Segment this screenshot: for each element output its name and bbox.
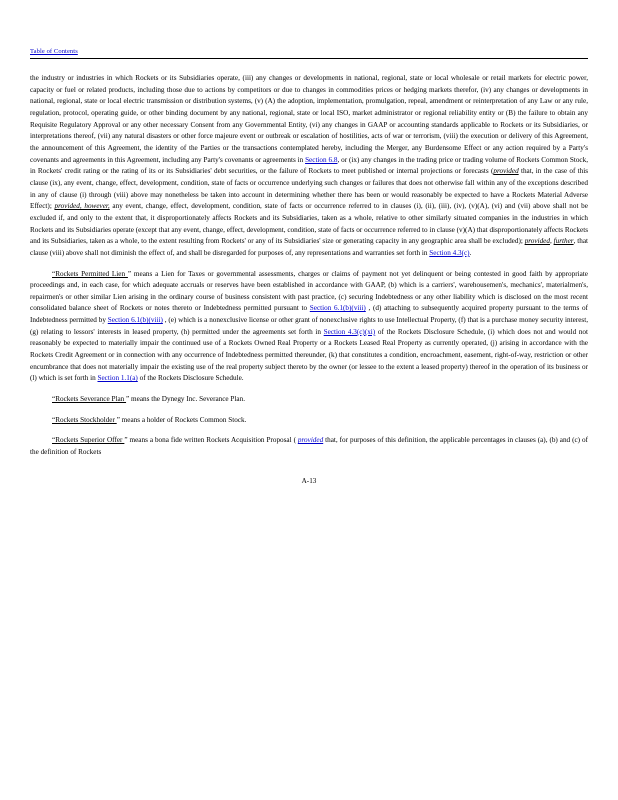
text-run: ” means a holder of Rockets Common Stock. bbox=[116, 415, 247, 424]
defined-term: “Rockets Severance Plan bbox=[52, 395, 127, 404]
text-run: , (e) which is a nonexclusive license or other grant of nonexclusive rights to use Intellectual Property, (f) that is a purchase money security interest, (g) relating to lessors' interests in leased property, (h) permitted under the agreements set forth in bbox=[30, 316, 589, 336]
proviso-emphasis: provided bbox=[493, 167, 519, 176]
paragraph bbox=[30, 269, 588, 386]
paragraph bbox=[30, 73, 588, 260]
proviso-emphasis: further bbox=[553, 237, 574, 246]
text-run: any event, change, effect, development, condition, state of facts or occurrence referred to in clauses (i), (ii), (iii), (iv), (v)(A), (vi) and (vii) above shall not be excluded if, and only to the extent that, it disproportionately affects Rockets and its Subsidiaries, taken as a whole, relative to other similarly situated companies in the industries in which Rockets and its Subsidiaries operate (except that any event, change, effect, development, condition, state of facts or occurrence referred to in clause (v)(A) that disproportionately affects Rockets and its Subsidiaries, taken as a whole, to the extent resulting from Rockets' or any of its Subsidiaries' size or generating capacity in any geographic area shall be excluded); bbox=[30, 202, 588, 246]
text-run: ” means a bona fide written Rockets Acquisition Proposal ( bbox=[124, 436, 298, 445]
text-run: ” means the Dynegy Inc. Severance Plan. bbox=[126, 395, 245, 404]
paragraph bbox=[30, 415, 588, 427]
section-reference-link[interactable]: Section 6.1(b)(viii) bbox=[309, 304, 366, 313]
text-run: . bbox=[469, 248, 472, 257]
document-body bbox=[30, 73, 588, 459]
text-run: ” means a Lien for Taxes or governmental assessments, charges or claims of payment not yet delinquent or being contested in good faith by appropriate proceedings and, in each case, for which adequate accruals or reserves have been established in accordance with GAAP, (b) which is a carriers', warehousemen's, mechanics', materialmen's, repairmen's or other similar Lien arising in the ordinary course of business consistent with past practice, (c) securing Indebtedness or any other liability which is disclosed on the most recent consolidated balance sheet of Rockets or notes thereto or Indebtedness permitted pursuant to bbox=[30, 269, 588, 313]
page-number: A-13 bbox=[301, 476, 317, 485]
section-reference-link[interactable]: Section 1.1(a) bbox=[97, 374, 138, 383]
section-reference-link[interactable]: Section 6.1(b)(viii) bbox=[107, 316, 163, 325]
text-run: , that clause (viii) above shall not diminish the effect of, and shall be disregarded for purposes of, any representations and warranties set forth in bbox=[30, 237, 589, 257]
defined-term: “Rockets Stockholder bbox=[52, 415, 117, 424]
text-run: that, for purposes of this definition, the applicable percentages in clauses (a), (b) and (c) of the definition of Rockets bbox=[30, 436, 588, 457]
section-reference-link[interactable]: Section 4.3(c) bbox=[429, 248, 470, 257]
defined-term: “Rockets Superior Offer bbox=[52, 436, 125, 445]
proviso-emphasis: provided bbox=[524, 237, 550, 246]
text-run: of the Rockets Disclosure Schedule, (i) which does not and would not reasonably be expected to materially impair the continued use of a Rockets Owned Real Property or a Rockets Leased Real Property as currently operated, (j) arising in accordance with the Rockets Credit Agreement or in connection with any occurrence of Indebtedness permitted thereunder, (k) that constitutes a condition, encroachment, easement, right-of-way, restriction or other encumbrance that does not materially impair the existing use of the real property subject thereto by the owner (or lessee to the extent a leased property) thereof in the operation of its business or (l) which is set forth in bbox=[30, 327, 589, 383]
text-run: , or (ix) any changes in the trading price or trading volume of Rockets Common Stock, in Rockets' credit rating or the rating of its or its Subsidiaries' debt securities, or the failure of Rockets to meet published or internal projections or forecasts ( bbox=[30, 155, 589, 176]
text-run: , bbox=[549, 237, 554, 246]
text-run: the industry or industries in which Rockets or its Subsidiaries operate, (iii) any changes or developments in national, regional, state or local wholesale or retail markets for electric power, capacity or fuel or related products, including those due to actions by competitors or due to changes in commodities prices or hedging markets therefor, (iv) any changes or developments in national, regional, state or local electric transmission or distribution systems, (v) (A) the adoption, implementation, promulgation, repeal, amendment or reinterpretation of any Law or any rule, regulation, protocol, operating guide, or other binding document by any national, regional, state or local ISO, market administrator or regional reliability entity or (B) the failure to obtain any Requisite Regulatory Approval or any other necessary Consent from any Governmental Entity, (vi) any changes in GAAP or accounting standards applicable to Rockets or its Subsidiaries, or interpretations thereof, (vii) any natural disasters or other force majeure event or outbreak or escalation of hostilities, acts of war or terrorism, (viii) the execution or delivery of this Agreement, the announcement of this Agreement, the identity of the Parties or the transactions contemplated hereby, including the Merger, any Burdensome Effect or any action required by a Party's covenants and agreements in this Agreement, including any Party's covenants or agreements in bbox=[30, 74, 588, 164]
defined-term: “Rockets Permitted Lien bbox=[52, 269, 128, 278]
section-reference-link[interactable]: provided bbox=[297, 436, 324, 445]
table-of-contents-link[interactable]: Table of Contents bbox=[30, 48, 78, 55]
proviso-emphasis: provided, however, bbox=[54, 202, 110, 211]
section-reference-link[interactable]: Section 6.8 bbox=[305, 155, 338, 164]
text-run: of the Rockets Disclosure Schedule. bbox=[137, 374, 244, 383]
text-run: , (d) attaching to subsequently acquired property pursuant to the terms of Indebtedness permitted by bbox=[30, 304, 589, 325]
header-divider bbox=[30, 58, 588, 59]
paragraph bbox=[30, 394, 588, 406]
text-run: that, in the case of this clause (ix), any event, change, effect, development, condition, state of facts or occurrence underlying such changes or failures that does not otherwise fall within any of the exceptions described in any of clause (i) through (viii) above may nonetheless be taken into account in determining whether there has been or would reasonably be expected to have a Rockets Material Adverse Effect); bbox=[30, 167, 588, 211]
paragraph bbox=[30, 435, 588, 458]
section-reference-link[interactable]: Section 4.3(c)(xi) bbox=[323, 327, 376, 336]
